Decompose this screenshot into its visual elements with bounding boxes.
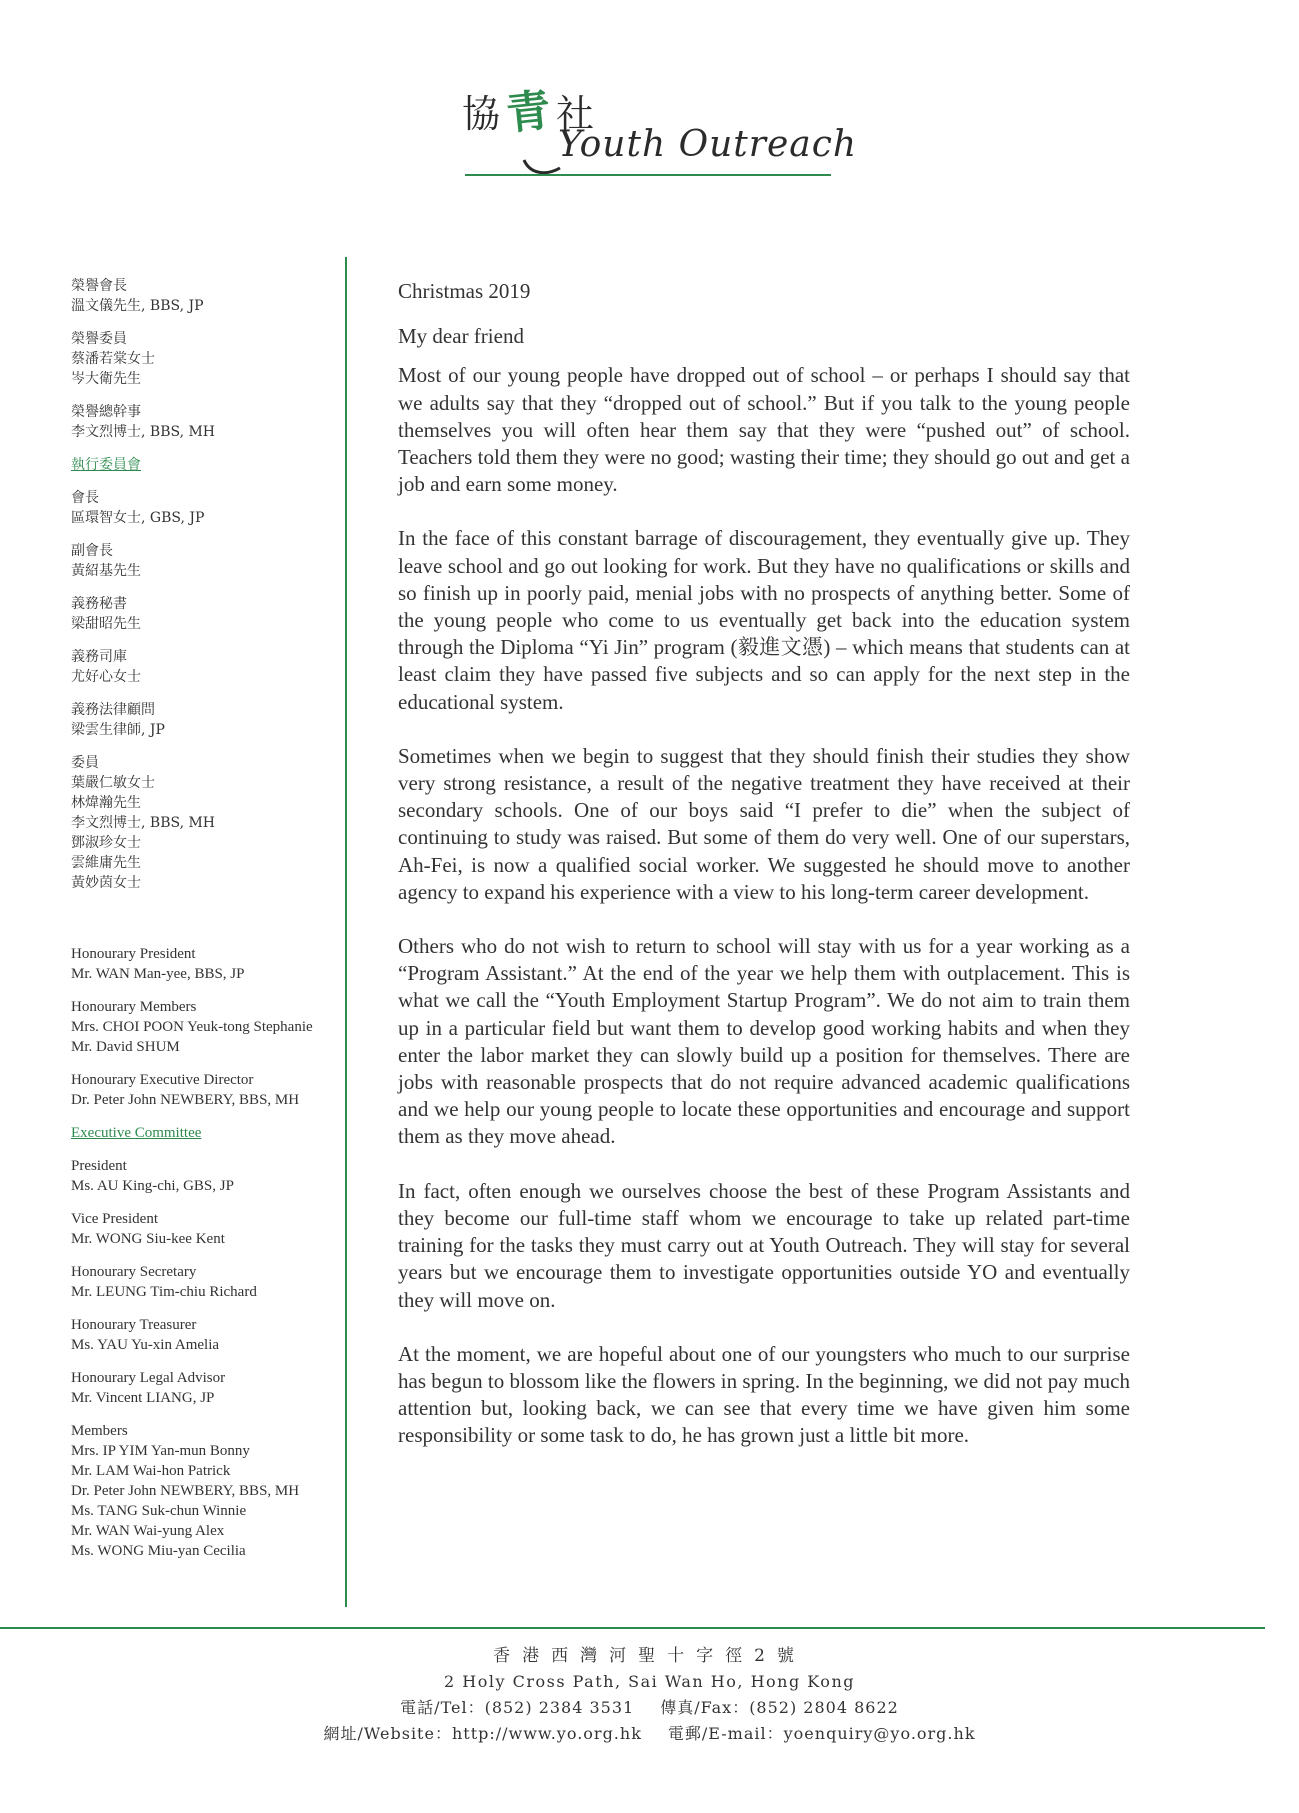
committee-group <box>71 594 351 634</box>
logo-english-name: Youth Outreach <box>558 124 858 165</box>
committee-group <box>71 1368 361 1408</box>
committee-role: Honourary Members <box>71 999 197 1015</box>
committee-member-name: Ms. YAU Yu-xin Amelia <box>71 1337 220 1353</box>
committee-member-name: Mr. WAN Wai-yung Alex <box>71 1523 225 1539</box>
logo-char-mid: 青 <box>503 84 556 141</box>
logo-underline <box>465 174 831 176</box>
committee-member-name: 蔡潘若棠女士 <box>71 351 155 367</box>
youth-outreach-logo <box>462 70 858 182</box>
footer-address-english: 2 Holy Cross Path, Sai Wan Ho, Hong Kong <box>444 1672 855 1691</box>
committee-member-name: 梁甜昭先生 <box>71 616 141 632</box>
committee-role: 榮譽會長 <box>71 278 127 294</box>
committee-role: 委員 <box>71 755 99 771</box>
committee-role: 榮譽總幹事 <box>71 404 141 420</box>
committee-member-name: 黃妙茵女士 <box>71 875 141 891</box>
committee-member-name: Mr. David SHUM <box>71 1039 180 1055</box>
committee-group <box>71 1421 361 1561</box>
committee-role: 副會長 <box>71 543 113 559</box>
committee-member-name: 尤好心女士 <box>71 669 141 685</box>
committee-group <box>71 1070 361 1110</box>
committee-group <box>71 647 351 687</box>
committee-group <box>71 997 361 1057</box>
committee-group <box>71 329 351 389</box>
letter-paragraph: In fact, often enough we ourselves choose the best of these Program Assistants and they become our full-time staff whom we encourage to take up related part-time training for the tasks they must carry out at Youth Outreach. They will stay for several years but we encourage them to investigate opportunities outside YO and eventually they will move on. <box>398 1178 1130 1312</box>
footer-web-email <box>0 1721 1299 1747</box>
committee-role: 榮譽委員 <box>71 331 127 347</box>
letter-paragraph: Others who do not wish to return to school will stay with us for a year working as a “Program Assistant.” At the end of the year we help them with outplacement. This is what we call the “Youth Employment Startup Program”. We do not aim to train them up in a particular field but want them to develop good working habits and when they enter the labor market they can slowly build up a position for themselves. There are jobs with reasonable prospects that do not require advanced academic qualifications and we help our young people to locate these opportunities and encourage and support them as they move ahead. <box>398 934 1130 1149</box>
committee-group <box>71 1315 361 1355</box>
committee-group <box>71 1156 361 1196</box>
committee-role: 義務秘書 <box>71 596 127 612</box>
committee-group <box>71 1123 361 1143</box>
letter-paragraph: At the moment, we are hopeful about one of our youngsters who much to our surprise has begun to blossom like the flowers in spring. In the beginning, we did not pay much attention but, looking back, we can see that every time we have given him some responsibility or some task to do, he has grown just a little bit more. <box>398 1341 1130 1448</box>
committee-group <box>71 488 351 528</box>
committee-member-name: Mr. WONG Siu-kee Kent <box>71 1231 225 1247</box>
committee-member-name: 李文烈博士, BBS, MH <box>71 815 216 831</box>
letter-greeting: My dear friend <box>398 324 524 349</box>
committee-group <box>71 753 351 893</box>
sidebar-divider <box>345 257 347 1607</box>
committee-group <box>71 700 351 740</box>
footer-website[interactable]: 網址/Website：http://www.yo.org.hk <box>323 1724 642 1743</box>
logo-char-left: 協 <box>462 92 503 136</box>
committee-member-name: Mrs. IP YIM Yan-mun Bonny <box>71 1443 250 1459</box>
logo-char-right: 社 <box>556 92 597 136</box>
committee-member-name: Ms. WONG Miu-yan Cecilia <box>71 1543 246 1559</box>
committee-member-name: 林煒瀚先生 <box>71 795 141 811</box>
committee-member-name: 溫文儀先生, BBS, JP <box>71 298 204 314</box>
committee-member-name: Ms. AU King-chi, GBS, JP <box>71 1178 234 1194</box>
committee-member-name: 岑大衛先生 <box>71 371 141 387</box>
committee-role: Members <box>71 1423 128 1439</box>
footer-divider <box>0 1627 1265 1629</box>
committee-role: 會長 <box>71 490 99 506</box>
committee-role: Honourary Secretary <box>71 1264 197 1280</box>
committee-role: Honourary Executive Director <box>71 1072 254 1088</box>
committee-member-name: 梁雲生律師, JP <box>71 722 165 738</box>
committee-role: Honourary President <box>71 946 196 962</box>
committee-group <box>71 402 351 442</box>
committee-group <box>71 541 351 581</box>
committee-role: 執行委員會 <box>71 457 141 473</box>
letter-date: Christmas 2019 <box>398 279 531 303</box>
committee-member-name: 區環智女士, GBS, JP <box>71 510 205 526</box>
committee-role: Honourary Treasurer <box>71 1317 197 1333</box>
committee-member-name: 葉嚴仁敏女士 <box>71 775 155 791</box>
committee-group <box>71 1209 361 1249</box>
footer-fax: 傳真/Fax：(852) 2804 8622 <box>660 1698 899 1717</box>
letter-body <box>398 278 1130 1477</box>
sidebar-chinese-committee <box>71 276 351 906</box>
committee-member-name: Ms. TANG Suk-chun Winnie <box>71 1503 247 1519</box>
footer-email[interactable]: 電郵/E-mail：yoenquiry@yo.org.hk <box>667 1724 976 1743</box>
committee-member-name: 雲維庸先生 <box>71 855 141 871</box>
letter-paragraph: Sometimes when we begin to suggest that they should finish their studies they show very strong resistance, a result of the negative treatment they have received at their secondary schools. One of our boys said “I prefer to die” when the subject of continuing to study was raised. But some of them do very well. One of our superstars, Ah-Fei, is now a qualified social worker. We suggested he should move to another agency to expand his experience with a view to his long-term career development. <box>398 743 1130 904</box>
committee-role: President <box>71 1158 127 1174</box>
footer-contact <box>0 1643 1299 1747</box>
sidebar-english-committee <box>71 944 361 1574</box>
committee-role: Vice President <box>71 1211 158 1227</box>
footer-address-chinese: 香港西灣河聖十字徑2號 <box>493 1646 806 1666</box>
committee-member-name: Mr. LEUNG Tim-chiu Richard <box>71 1284 257 1300</box>
committee-member-name: 鄧淑珍女士 <box>71 835 141 851</box>
footer-phone-fax <box>0 1695 1299 1721</box>
committee-role: Honourary Legal Advisor <box>71 1370 226 1386</box>
committee-member-name: Mrs. CHOI POON Yeuk-tong Stephanie <box>71 1019 313 1035</box>
committee-group <box>71 276 351 316</box>
committee-role: 義務法律顧問 <box>71 702 155 718</box>
committee-group <box>71 944 361 984</box>
committee-member-name: Mr. WAN Man-yee, BBS, JP <box>71 966 245 982</box>
committee-role: Executive Committee <box>71 1125 202 1141</box>
committee-member-name: Mr. Vincent LIANG, JP <box>71 1390 215 1406</box>
committee-member-name: Dr. Peter John NEWBERY, BBS, MH <box>71 1092 300 1108</box>
committee-group <box>71 1262 361 1302</box>
letter-paragraph: In the face of this constant barrage of discouragement, they eventually give up. They leave school and go out looking for work. But they have no qualifications or skills and so finish up in poorly paid, menial jobs with no prospects of anything better. Some of the young people who come to us eventually get back into the education system through the Diploma “Yi Jin” program (毅進文憑) – which means that students can at least claim they have passed five subjects and so can apply for the next step in the educational system. <box>398 526 1130 714</box>
committee-member-name: Dr. Peter John NEWBERY, BBS, MH <box>71 1483 300 1499</box>
committee-member-name: 黃紹基先生 <box>71 563 141 579</box>
footer-tel: 電話/Tel：(852) 2384 3531 <box>400 1698 635 1717</box>
committee-group <box>71 455 351 475</box>
letter-paragraph: Most of our young people have dropped out of school – or perhaps I should say that we adults say that they “dropped out of school.” But if you talk to the young people themselves you will often hear them say that they were “pushed out” of school. Teachers told them they were no good; wasting their time; they should go out and get a job and earn some money. <box>398 363 1130 497</box>
committee-role: 義務司庫 <box>71 649 127 665</box>
committee-member-name: 李文烈博士, BBS, MH <box>71 424 216 440</box>
committee-member-name: Mr. LAM Wai-hon Patrick <box>71 1463 231 1479</box>
